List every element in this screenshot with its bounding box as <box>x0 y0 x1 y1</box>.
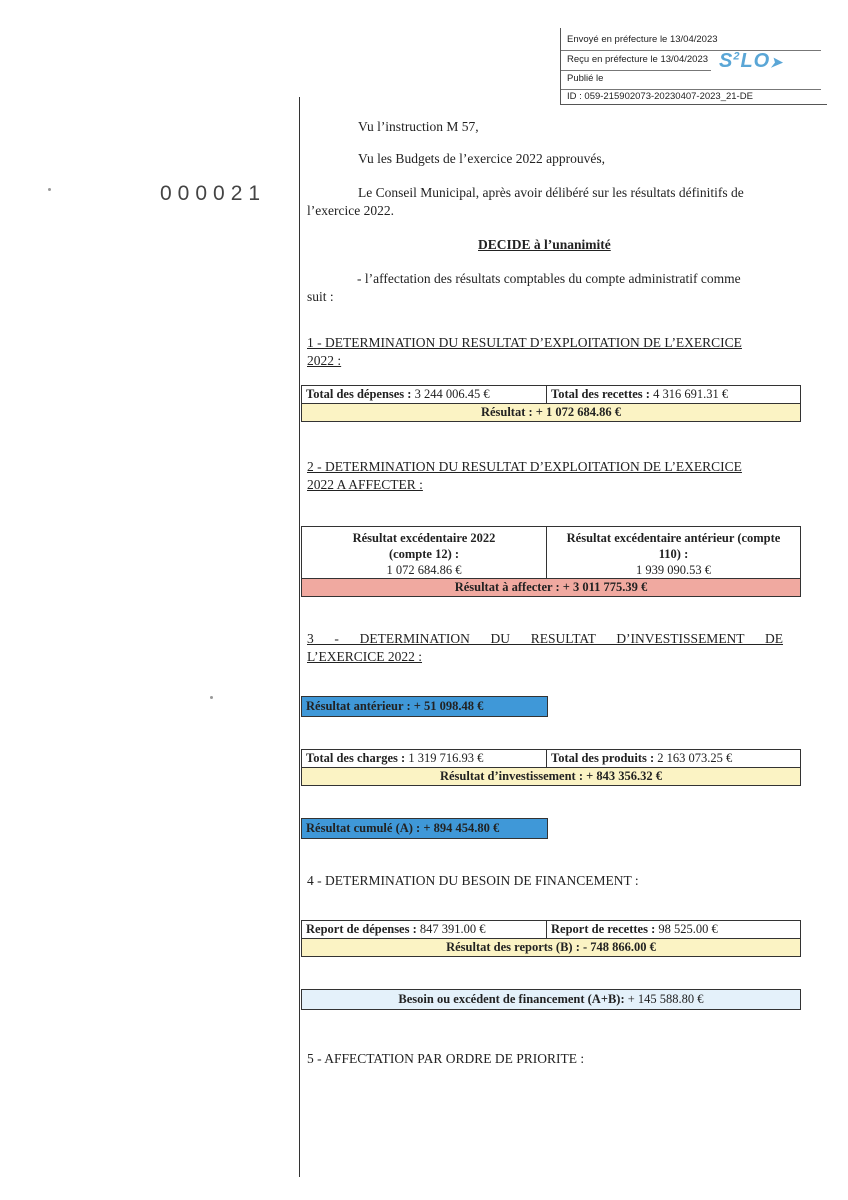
section1-title-line1: 1 - DETERMINATION DU RESULTAT D’EXPLOITATION DE L’EXERCICE <box>307 335 742 350</box>
stamp-divider <box>561 89 821 90</box>
prefecture-stamp <box>560 28 827 105</box>
charges-cell: Total des charges : 1 319 716.93 € <box>302 750 547 768</box>
section4-title: 4 - DETERMINATION DU BESOIN DE FINANCEMENT : <box>307 873 639 888</box>
stamp-sent: Envoyé en préfecture le 13/04/2023 <box>567 34 718 45</box>
section2-result: Résultat à affecter : + 3 011 775.39 € <box>302 579 801 597</box>
decision-heading: DECIDE à l’unanimité <box>478 237 611 252</box>
section1-result: Résultat : + 1 072 684.86 € <box>302 404 801 422</box>
document-number: 000021 <box>160 182 267 205</box>
section3-table <box>301 749 801 786</box>
current-surplus-cell: Résultat excédentaire 2022 (compte 12) : 1 072 684.86 € <box>302 527 547 579</box>
visa-budgets: Vu les Budgets de l’exercice 2022 approuvés, <box>358 151 605 166</box>
section1-title-line2: 2022 : <box>307 353 342 368</box>
investment-result: Résultat d’investissement : + 843 356.32 € <box>302 768 801 786</box>
council-text-line2: l’exercice 2022. <box>307 203 394 218</box>
section4-table <box>301 920 801 957</box>
previous-result: Résultat antérieur : + 51 098.48 € <box>302 697 548 717</box>
carry-expenses-cell: Report de dépenses : 847 391.00 € <box>302 921 547 939</box>
scan-dot <box>48 188 51 191</box>
stamp-divider <box>561 70 711 71</box>
margin-line <box>299 97 300 1177</box>
carry-result: Résultat des reports (B) : - 748 866.00 € <box>302 939 801 957</box>
carry-revenues-cell: Report de recettes : 98 525.00 € <box>547 921 801 939</box>
previous-result-box <box>301 696 548 717</box>
section5-title: 5 - AFFECTATION PAR ORDRE DE PRIORITE : <box>307 1051 585 1066</box>
scan-dot <box>210 696 213 699</box>
previous-surplus-cell: Résultat excédentaire antérieur (compte 110) : 1 939 090.53 € <box>547 527 801 579</box>
revenues-cell: Total des recettes : 4 316 691.31 € <box>547 386 801 404</box>
financing-need: Besoin ou excédent de financement (A+B): + 145 588.80 € <box>302 990 801 1010</box>
section3-title-line1: 3 - DETERMINATION DU RESULTAT D’INVESTISSEMENT DE <box>307 631 783 646</box>
section3-title-line2: L’EXERCICE 2022 : <box>307 649 423 664</box>
section2-title-line1: 2 - DETERMINATION DU RESULTAT D’EXPLOITATION DE L’EXERCICE <box>307 459 742 474</box>
section2-title-line2: 2022 A AFFECTER : <box>307 477 423 492</box>
stamp-received: Reçu en préfecture le 13/04/2023 <box>567 54 709 65</box>
council-text-line1: Le Conseil Municipal, après avoir délibéré sur les résultats définitifs de <box>358 185 744 200</box>
cumulative-result-box <box>301 818 548 839</box>
stamp-id: ID : 059-215902073-20230407-2023_21-DE <box>567 91 753 102</box>
section1-table <box>301 385 801 422</box>
products-cell: Total des produits : 2 163 073.25 € <box>547 750 801 768</box>
stamp-published: Publié le <box>567 73 604 84</box>
allocation-text-line2: suit : <box>307 289 334 304</box>
s2lo-logo: $S^2LO➤$ <box>719 50 783 72</box>
allocation-text-line1: - l’affectation des résultats comptables du compte administratif comme <box>357 271 741 286</box>
expenses-cell: Total des dépenses : 3 244 006.45 € <box>302 386 547 404</box>
cumulative-result: Résultat cumulé (A) : + 894 454.80 € <box>302 819 548 839</box>
financing-need-box <box>301 989 801 1010</box>
visa-instruction: Vu l’instruction M 57, <box>358 119 479 134</box>
section2-table <box>301 526 801 597</box>
